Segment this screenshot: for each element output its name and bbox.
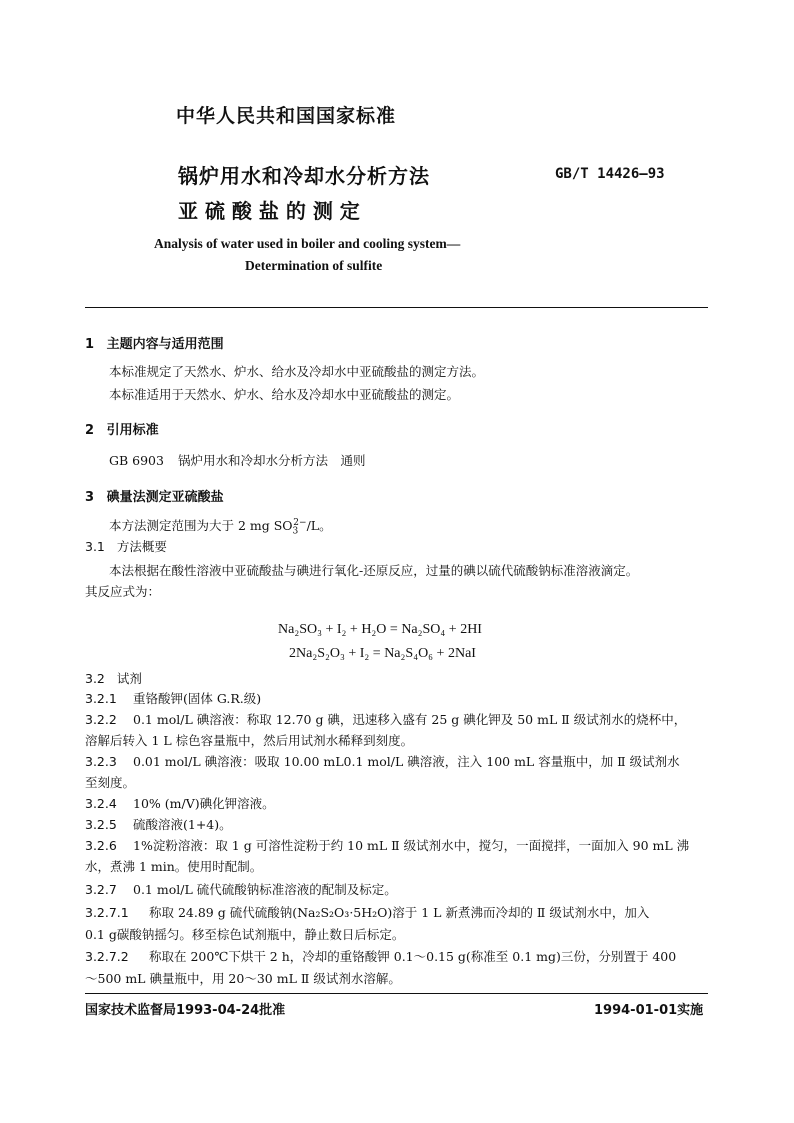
range-unit: /L。 bbox=[306, 518, 332, 534]
english-title-line2: Determination of sulfite bbox=[245, 258, 383, 273]
reagent-item bbox=[85, 880, 397, 898]
section-1-heading bbox=[85, 333, 224, 352]
reagent-item bbox=[85, 815, 232, 833]
item-text: 硫酸溶液(1+4)。 bbox=[133, 817, 232, 832]
item-text: 称取 24.89 g 硫代硫酸钠(Na₂S₂O₃·5H₂O)溶于 1 L 新煮沸而冷却的 Ⅱ 级试剂水中，加入 bbox=[149, 905, 650, 920]
reagent-item-continuation: 至刻度。 bbox=[85, 775, 136, 790]
item-number: 3.2.6 bbox=[85, 838, 117, 853]
reagent-item-continuation: 水，煮沸 1 min。使用时配制。 bbox=[85, 859, 263, 874]
item-number: 3.2.4 bbox=[85, 796, 117, 811]
reagent-item bbox=[85, 752, 680, 770]
item-number: 3.2.5 bbox=[85, 817, 117, 832]
section-number: 3.1 bbox=[85, 539, 105, 554]
section-3-1-heading bbox=[85, 537, 167, 556]
reagent-item-continuation: 溶解后转入 1 L 棕色容量瓶中，然后用试剂水稀释到刻度。 bbox=[85, 733, 414, 748]
header-divider bbox=[85, 307, 708, 308]
section-title: 碘量法测定亚硫酸盐 bbox=[106, 490, 224, 505]
reagent-item bbox=[85, 710, 686, 728]
effective-date-note: 1994-01-01实施 bbox=[594, 1003, 704, 1018]
reference-code: GB 6903 bbox=[109, 453, 164, 468]
section-number: 2 bbox=[85, 423, 95, 438]
section-number: 3.2 bbox=[85, 671, 105, 686]
english-title-line1: Analysis of water used in boiler and cooling system— bbox=[154, 236, 461, 251]
reagent-item bbox=[85, 689, 261, 707]
reagent-item bbox=[85, 903, 649, 921]
item-number: 3.2.2 bbox=[85, 712, 117, 727]
range-superscript: 2− bbox=[293, 518, 307, 528]
reagent-item bbox=[85, 794, 275, 812]
country-standard-heading: 中华人民共和国国家标准 bbox=[176, 105, 397, 127]
reference-standard bbox=[109, 451, 365, 470]
reagent-item bbox=[85, 947, 676, 965]
section-3-2-heading bbox=[85, 669, 142, 688]
item-number: 3.2.3 bbox=[85, 754, 117, 769]
section-number: 3 bbox=[85, 490, 95, 505]
document-title-line1: 锅炉用水和冷却水分析方法 bbox=[178, 164, 430, 188]
standard-code: GB/T 14426—93 bbox=[555, 166, 665, 182]
section-number: 1 bbox=[85, 337, 95, 352]
section-3-1-paragraph: 本法根据在酸性溶液中亚硫酸盐与碘进行氧化-还原反应，过量的碘以硫代硫酸钠标准溶液滴定。 bbox=[109, 563, 639, 578]
reaction-equation-2: 2Na₂S₂O₃ + I₂ = Na₂S₄O₆ + 2NaI bbox=[289, 646, 476, 661]
item-number: 3.2.7.2 bbox=[85, 949, 129, 964]
section-1-paragraph-1: 本标准规定了天然水、炉水、给水及冷却水中亚硫酸盐的测定方法。 bbox=[109, 364, 485, 379]
section-title: 试剂 bbox=[116, 671, 142, 686]
item-text: 0.1 mol/L 碘溶液：称取 12.70 g 碘，迅速移入盛有 25 g 碘化钾及 50 mL Ⅱ 级试剂水的烧杯中， bbox=[133, 712, 687, 727]
footer-divider bbox=[85, 993, 708, 994]
range-subscript: 3 bbox=[292, 526, 299, 537]
document-title-line2: 亚 硫 酸 盐 的 测 定 bbox=[178, 199, 360, 223]
approval-note: 国家技术监督局1993-04-24批准 bbox=[85, 1003, 286, 1018]
reaction-equation-1: Na₂SO₃ + I₂ + H₂O = Na₂SO₄ + 2HI bbox=[278, 622, 482, 637]
item-text: 1%淀粉溶液：取 1 g 可溶性淀粉于约 10 mL Ⅱ 级试剂水中，搅匀，一面搅拌，一面加入 90 mL 沸 bbox=[133, 838, 690, 853]
reagent-item-continuation: 0.1 g碳酸钠摇匀。移至棕色试剂瓶中，静止数日后标定。 bbox=[85, 927, 405, 942]
item-text: 称取在 200℃下烘干 2 h，冷却的重铬酸钾 0.1～0.15 g(称准至 0.1 mg)三份，分别置于 400 bbox=[149, 949, 677, 964]
section-2-heading bbox=[85, 419, 159, 438]
section-1-paragraph-2: 本标准适用于天然水、炉水、给水及冷却水中亚硫酸盐的测定。 bbox=[109, 387, 460, 402]
section-3-1-paragraph-cont: 其反应式为： bbox=[85, 584, 161, 599]
reference-title: 锅炉用水和冷却水分析方法 通则 bbox=[177, 453, 366, 468]
item-text: 0.1 mol/L 硫代硫酸钠标准溶液的配制及标定。 bbox=[133, 882, 397, 897]
item-number: 3.2.7.1 bbox=[85, 905, 129, 920]
item-number: 3.2.1 bbox=[85, 691, 117, 706]
section-title: 主题内容与适用范围 bbox=[106, 337, 224, 352]
section-title: 方法概要 bbox=[116, 539, 167, 554]
reagent-item-continuation: ～500 mL 碘量瓶中，用 20～30 mL Ⅱ 级试剂水溶解。 bbox=[85, 971, 401, 986]
range-text: 本方法测定范围为大于 2 mg SO bbox=[109, 518, 293, 534]
item-text: 10% (m/V)碘化钾溶液。 bbox=[133, 796, 275, 811]
reagent-item bbox=[85, 836, 689, 854]
section-3-heading bbox=[85, 486, 224, 505]
item-number: 3.2.7 bbox=[85, 882, 117, 897]
item-text: 0.01 mol/L 碘溶液：吸取 10.00 mL0.1 mol/L 碘溶液，注入 100 mL 容量瓶中，加 Ⅱ 级试剂水 bbox=[133, 754, 680, 769]
item-text: 重铬酸钾(固体 G.R.级) bbox=[133, 691, 262, 706]
section-title: 引用标准 bbox=[106, 423, 159, 438]
